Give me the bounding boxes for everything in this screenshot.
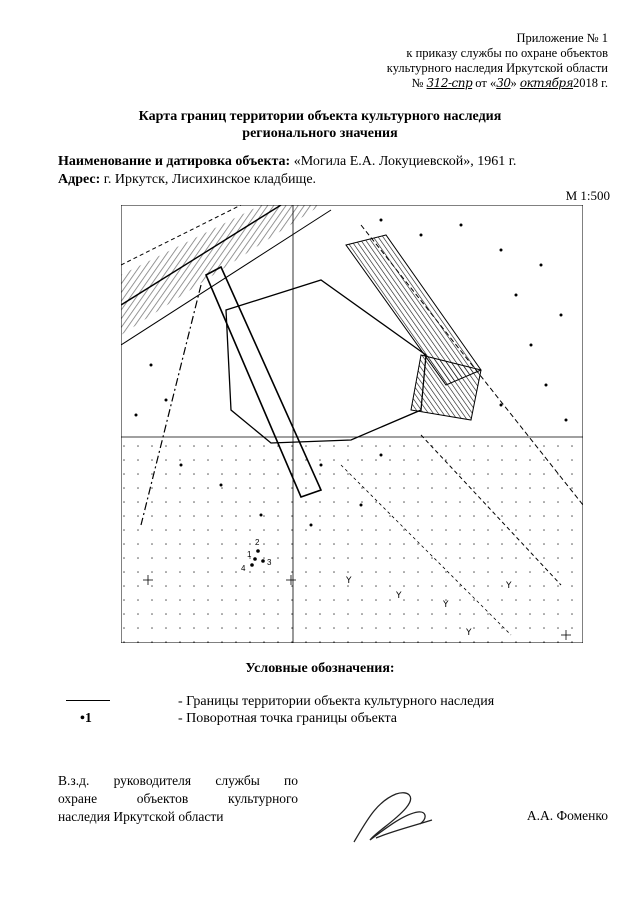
- object-name-value: «Могила Е.А. Локуциевской», 1961 г.: [293, 154, 517, 169]
- road-band: [121, 205, 321, 335]
- signatory-line2: охране объектов культурного: [58, 791, 298, 806]
- legend-boundary-text: - Границы территории объекта культурного наследия: [178, 694, 495, 709]
- legend-boundary-line: [66, 700, 110, 701]
- order-authority-line: культурного наследия Иркутской области: [386, 61, 608, 75]
- map-scale: М 1:500: [565, 188, 610, 203]
- boundary-map: [121, 205, 583, 643]
- point-label-3: 3: [267, 558, 272, 567]
- document-title-line1: Карта границ территории объекта культурного наследия: [138, 109, 502, 124]
- road-edge-1: [121, 205, 281, 305]
- date-mid: »: [510, 76, 517, 90]
- order-day: 30: [496, 76, 511, 90]
- signatory-name: А.А. Фоменко: [526, 808, 608, 823]
- object-name-row: [58, 154, 516, 170]
- signatory-line1: В.з.д. руководителя службы по: [58, 773, 298, 788]
- dotted-ground: [121, 435, 583, 643]
- order-month: октября: [519, 76, 574, 90]
- svg-text:Y: Y: [466, 628, 472, 638]
- turning-point-4: [250, 563, 254, 567]
- document-title-line2: регионального значения: [242, 126, 398, 141]
- order-year: 2018 г.: [573, 76, 608, 90]
- order-number: 312-спр: [426, 76, 473, 90]
- object-address-value: г. Иркутск, Лисихинское кладбище.: [103, 172, 317, 187]
- order-number-line: [411, 75, 608, 91]
- map-drawing: [121, 205, 583, 643]
- date-prefix: от «: [475, 76, 497, 90]
- turning-point-2: [256, 549, 260, 553]
- object-address-label: Адрес:: [58, 172, 101, 187]
- handwritten-signature: [346, 782, 436, 852]
- turning-point-1: [253, 557, 257, 561]
- signatory-line3: наследия Иркутской области: [58, 809, 224, 824]
- svg-text:Y: Y: [443, 600, 449, 610]
- hatched-block: [346, 235, 481, 385]
- object-name-label: Наименование и датировка объекта:: [58, 154, 291, 169]
- point-label-1: 1: [247, 550, 252, 559]
- turning-point-3: [261, 559, 265, 563]
- appendix-label: Приложение № 1: [516, 31, 608, 45]
- number-sign: №: [411, 76, 424, 90]
- object-address-row: [58, 172, 316, 188]
- legend-point-text: - Поворотная точка границы объекта: [178, 711, 397, 726]
- legend-point-symbol: •1: [80, 711, 92, 726]
- point-label-4: 4: [241, 564, 246, 573]
- point-label-2: 2: [255, 538, 260, 547]
- svg-text:Y: Y: [506, 581, 512, 591]
- order-reference-line: к приказу службы по охране объектов: [406, 46, 608, 60]
- svg-text:Y: Y: [396, 591, 402, 601]
- legend-title: Условные обозначения:: [245, 661, 395, 676]
- svg-text:Y: Y: [346, 576, 352, 586]
